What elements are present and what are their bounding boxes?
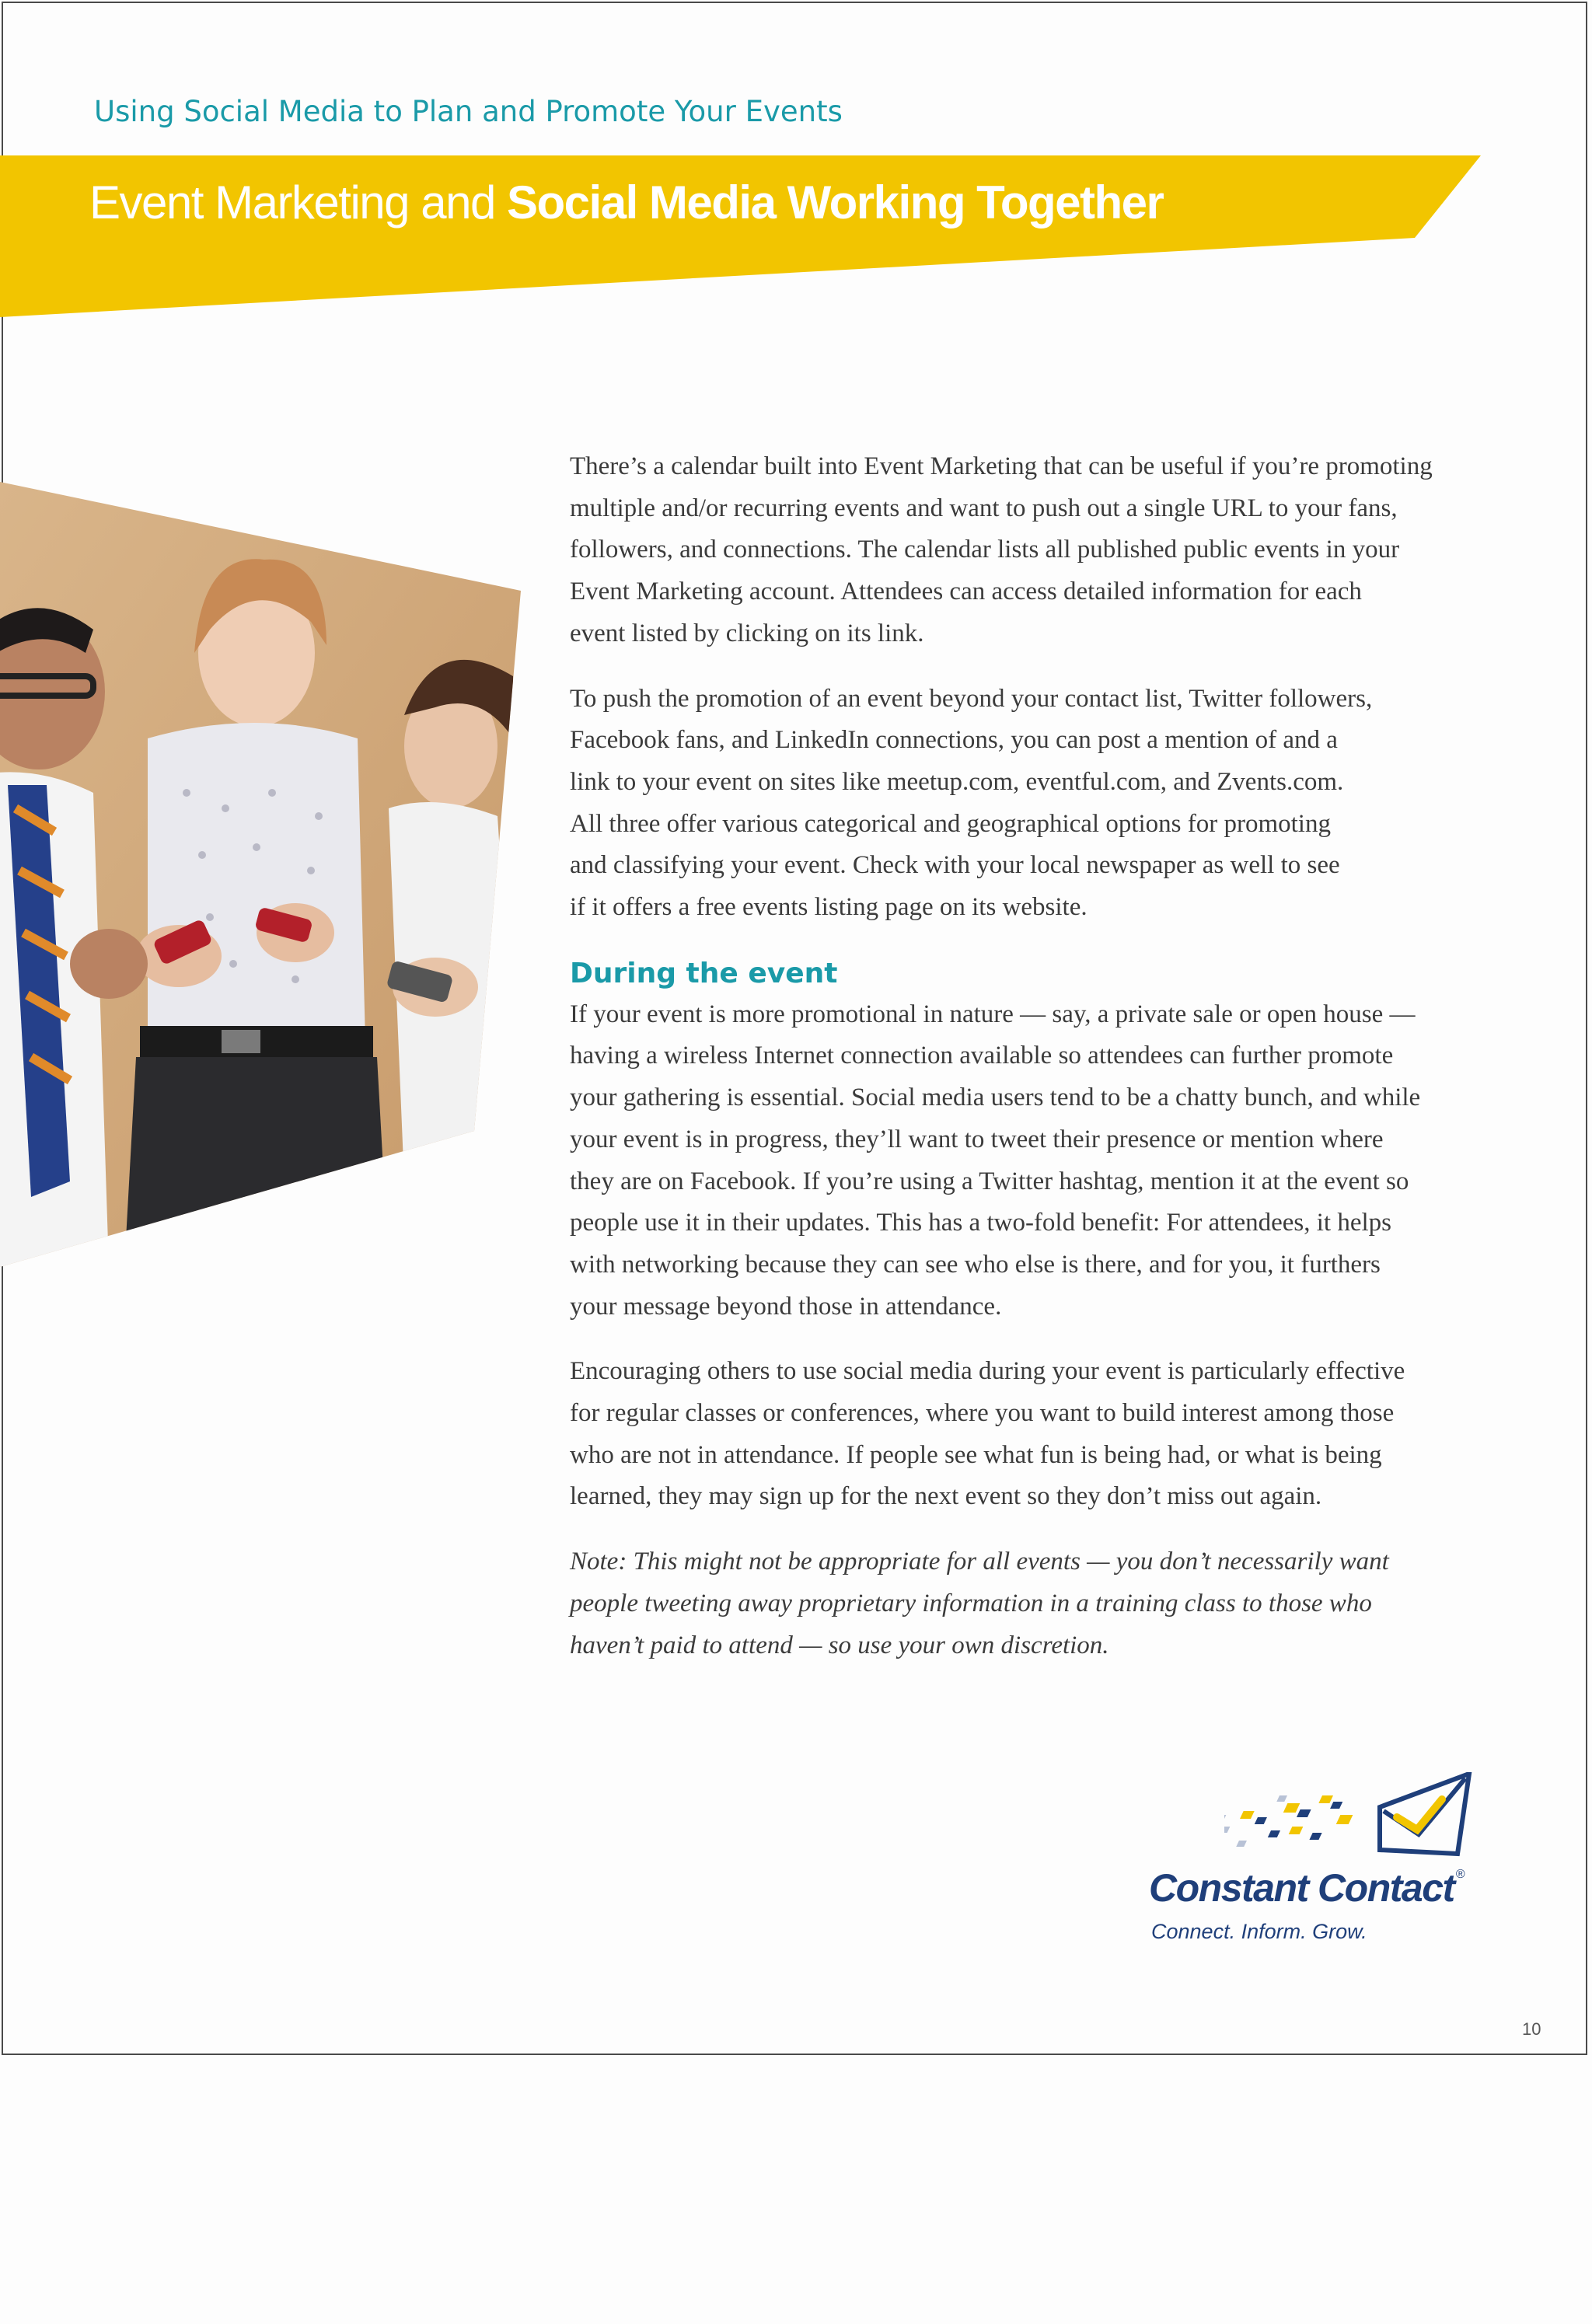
note-paragraph: Note: This might not be appropriate for all events — you don’t necessarily want people tweeting away proprietary information in a training class to those who haven’t paid to attend — so use your own discretion. <box>570 1548 1389 1659</box>
page-title-light: Event Marketing and <box>89 176 507 229</box>
page-title-bold: Social Media Working Together <box>506 176 1164 229</box>
paragraph-promotion: To push the promotion of an event beyond your contact list, Twitter followers, Facebook fans, and LinkedIn connections, you can post a mention of and a link to your event on sites like meetup.com, eventful.com, and Zvents.com. All three offer various categorical and geographical options for promoting and classifying your event. Check with your local newspaper as well to see if it offers a free events listing page on its website. <box>570 684 1373 922</box>
logo-envelope-checkmark-icon <box>1224 1772 1473 1869</box>
section-heading-during-event: During the event <box>570 957 838 989</box>
constant-contact-logo-mark <box>1220 2215 1221 2216</box>
brand-tagline: Connect. Inform. Grow. <box>1151 1920 1367 1943</box>
registered-mark: ® <box>1455 1868 1464 1881</box>
envelope-check-squares-icon <box>1227 2219 1475 2320</box>
envelope-checkmark-icon <box>1220 2219 1221 2220</box>
paragraph-calendar: There’s a calendar built into Event Marketing that can be useful if you’re promoting multiple and/or recurring events and want to push out a single URL to your fans, followers, and connections. The calendar lists all published public events in your Event Marketing account. Attendees can access detailed information for each event listed by clicking on its link. <box>570 452 1433 647</box>
document-header: Using Social Media to Plan and Promote Your Events <box>94 95 843 128</box>
paragraph-during-event: If your event is more promotional in nature — say, a private sale or open house — having a wireless Internet connection available so attendees can further promote your gathering is essential. Social media users tend to be a chatty bunch, and while your event is in progress, they’ll want to tweet their presence or mention where they are on Facebook. If you’re using a Twitter hashtag, mention it at the event so people use it in their updates. This has a two-fold benefit: For attendees, it helps with networking because they can see who else is there, and for you, it furthers your message beyond those in attendance. <box>570 1000 1421 1321</box>
people-with-phones-photo <box>0 482 521 1267</box>
page-number: 10 <box>1522 2019 1541 2039</box>
brand-name <box>1149 1865 1464 1910</box>
paragraph-encouraging: Encouraging others to use social media during your event is particularly effective for regular classes or conferences, where you want to build interest among those who are not in attendance. If people see what fun is being had, or what is being learned, they may sign up for the next event so they don’t miss out again. <box>570 1357 1405 1511</box>
brand-name-text: Constant Contact <box>1149 1866 1454 1910</box>
page-title <box>89 176 1163 229</box>
main-content <box>570 446 1487 1690</box>
